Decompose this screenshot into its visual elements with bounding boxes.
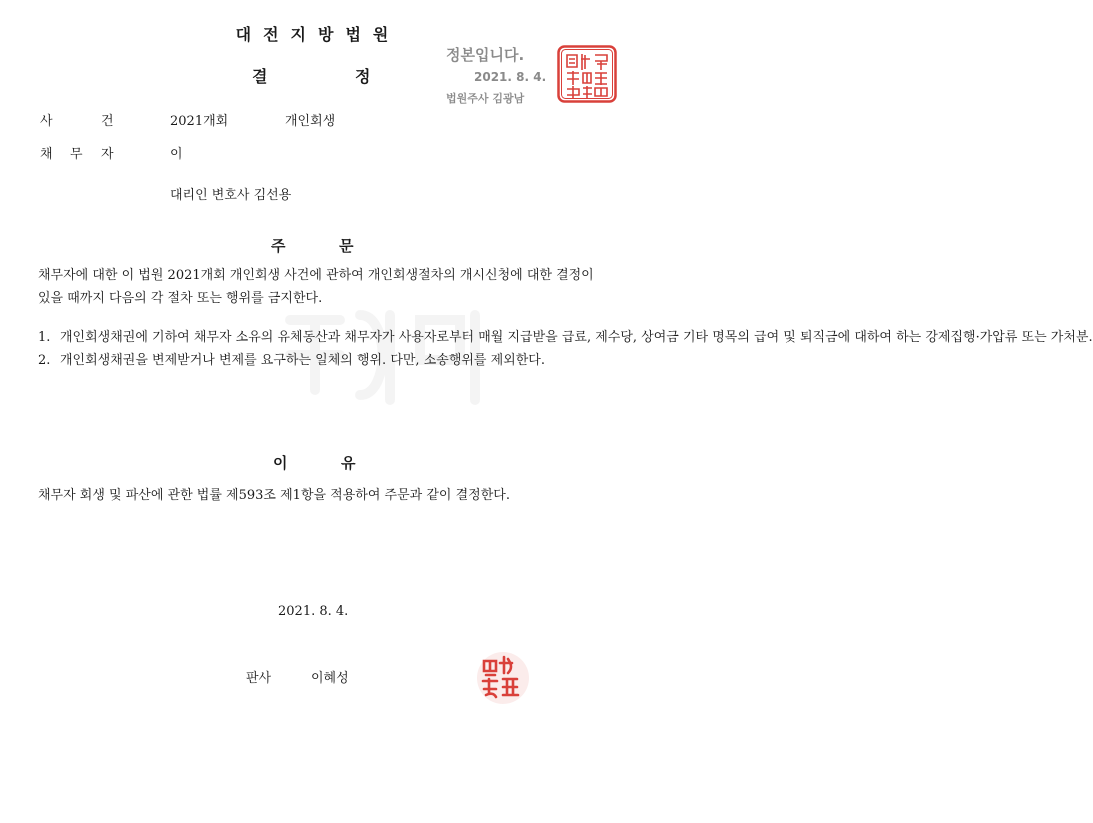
debtor-name: 이 [170,147,183,162]
agent-attorney: 대리인 변호사 김선용 [170,188,292,203]
reason-heading-left: 이 [273,454,288,472]
order-heading-right: 문 [339,237,354,255]
list-item-text: 개인회생채권을 변제받거나 변제를 요구하는 일체의 행위. 다만, 소송행위를 제외한다. [60,353,545,368]
decision-date: 2021. 8. 4. [278,604,349,619]
list-item-number: 1. [38,330,51,345]
list-item-text: 개인회생채권에 기하여 채무자 소유의 유체동산과 채무자가 사용자로부터 매월 지급받을 급료, 제수당, 상여금 기타 명목의 급여 및 퇴직금에 대하여 하는 강제집행·가압류 또는 가처분. [60,330,1093,345]
order-intro: 채무자에 대한 이 법원 2021개회 개인회생 사건에 관하여 개인회생절차의 개시신청에 대한 결정이 있을 때까지 다음의 각 절차 또는 행위를 금지한다. [38,268,594,306]
watermark-image [280,300,520,410]
order-heading-left: 주 [271,237,286,255]
reason-heading-right: 유 [341,454,356,472]
case-number: 2021개회 [170,114,229,129]
list-item-number: 2. [38,353,51,368]
document-type-right: 정 [355,67,371,86]
certification-title: 정본입니다. [446,46,525,64]
debtor-label-3: 자 [101,147,114,162]
court-seal-icon [557,45,617,103]
document-type-left: 결 [252,67,268,86]
case-name: 개인회생 [285,114,336,129]
case-label-2: 건 [101,114,114,129]
debtor-label-1: 채 [40,147,53,162]
debtor-label-2: 무 [70,147,83,162]
reason-text: 채무자 회생 및 파산에 관한 법률 제593조 제1항을 적용하여 주문과 같이 결정한다. [38,488,510,503]
court-name: 대전지방법원 [235,25,401,44]
judge-seal-icon [474,649,532,707]
judge-name: 이혜성 [311,671,349,686]
case-label-1: 사 [40,114,53,129]
certification-officer: 법원주사 김광남 [446,92,525,105]
certification-date: 2021. 8. 4. [474,70,547,84]
judge-title: 판사 [246,671,272,686]
